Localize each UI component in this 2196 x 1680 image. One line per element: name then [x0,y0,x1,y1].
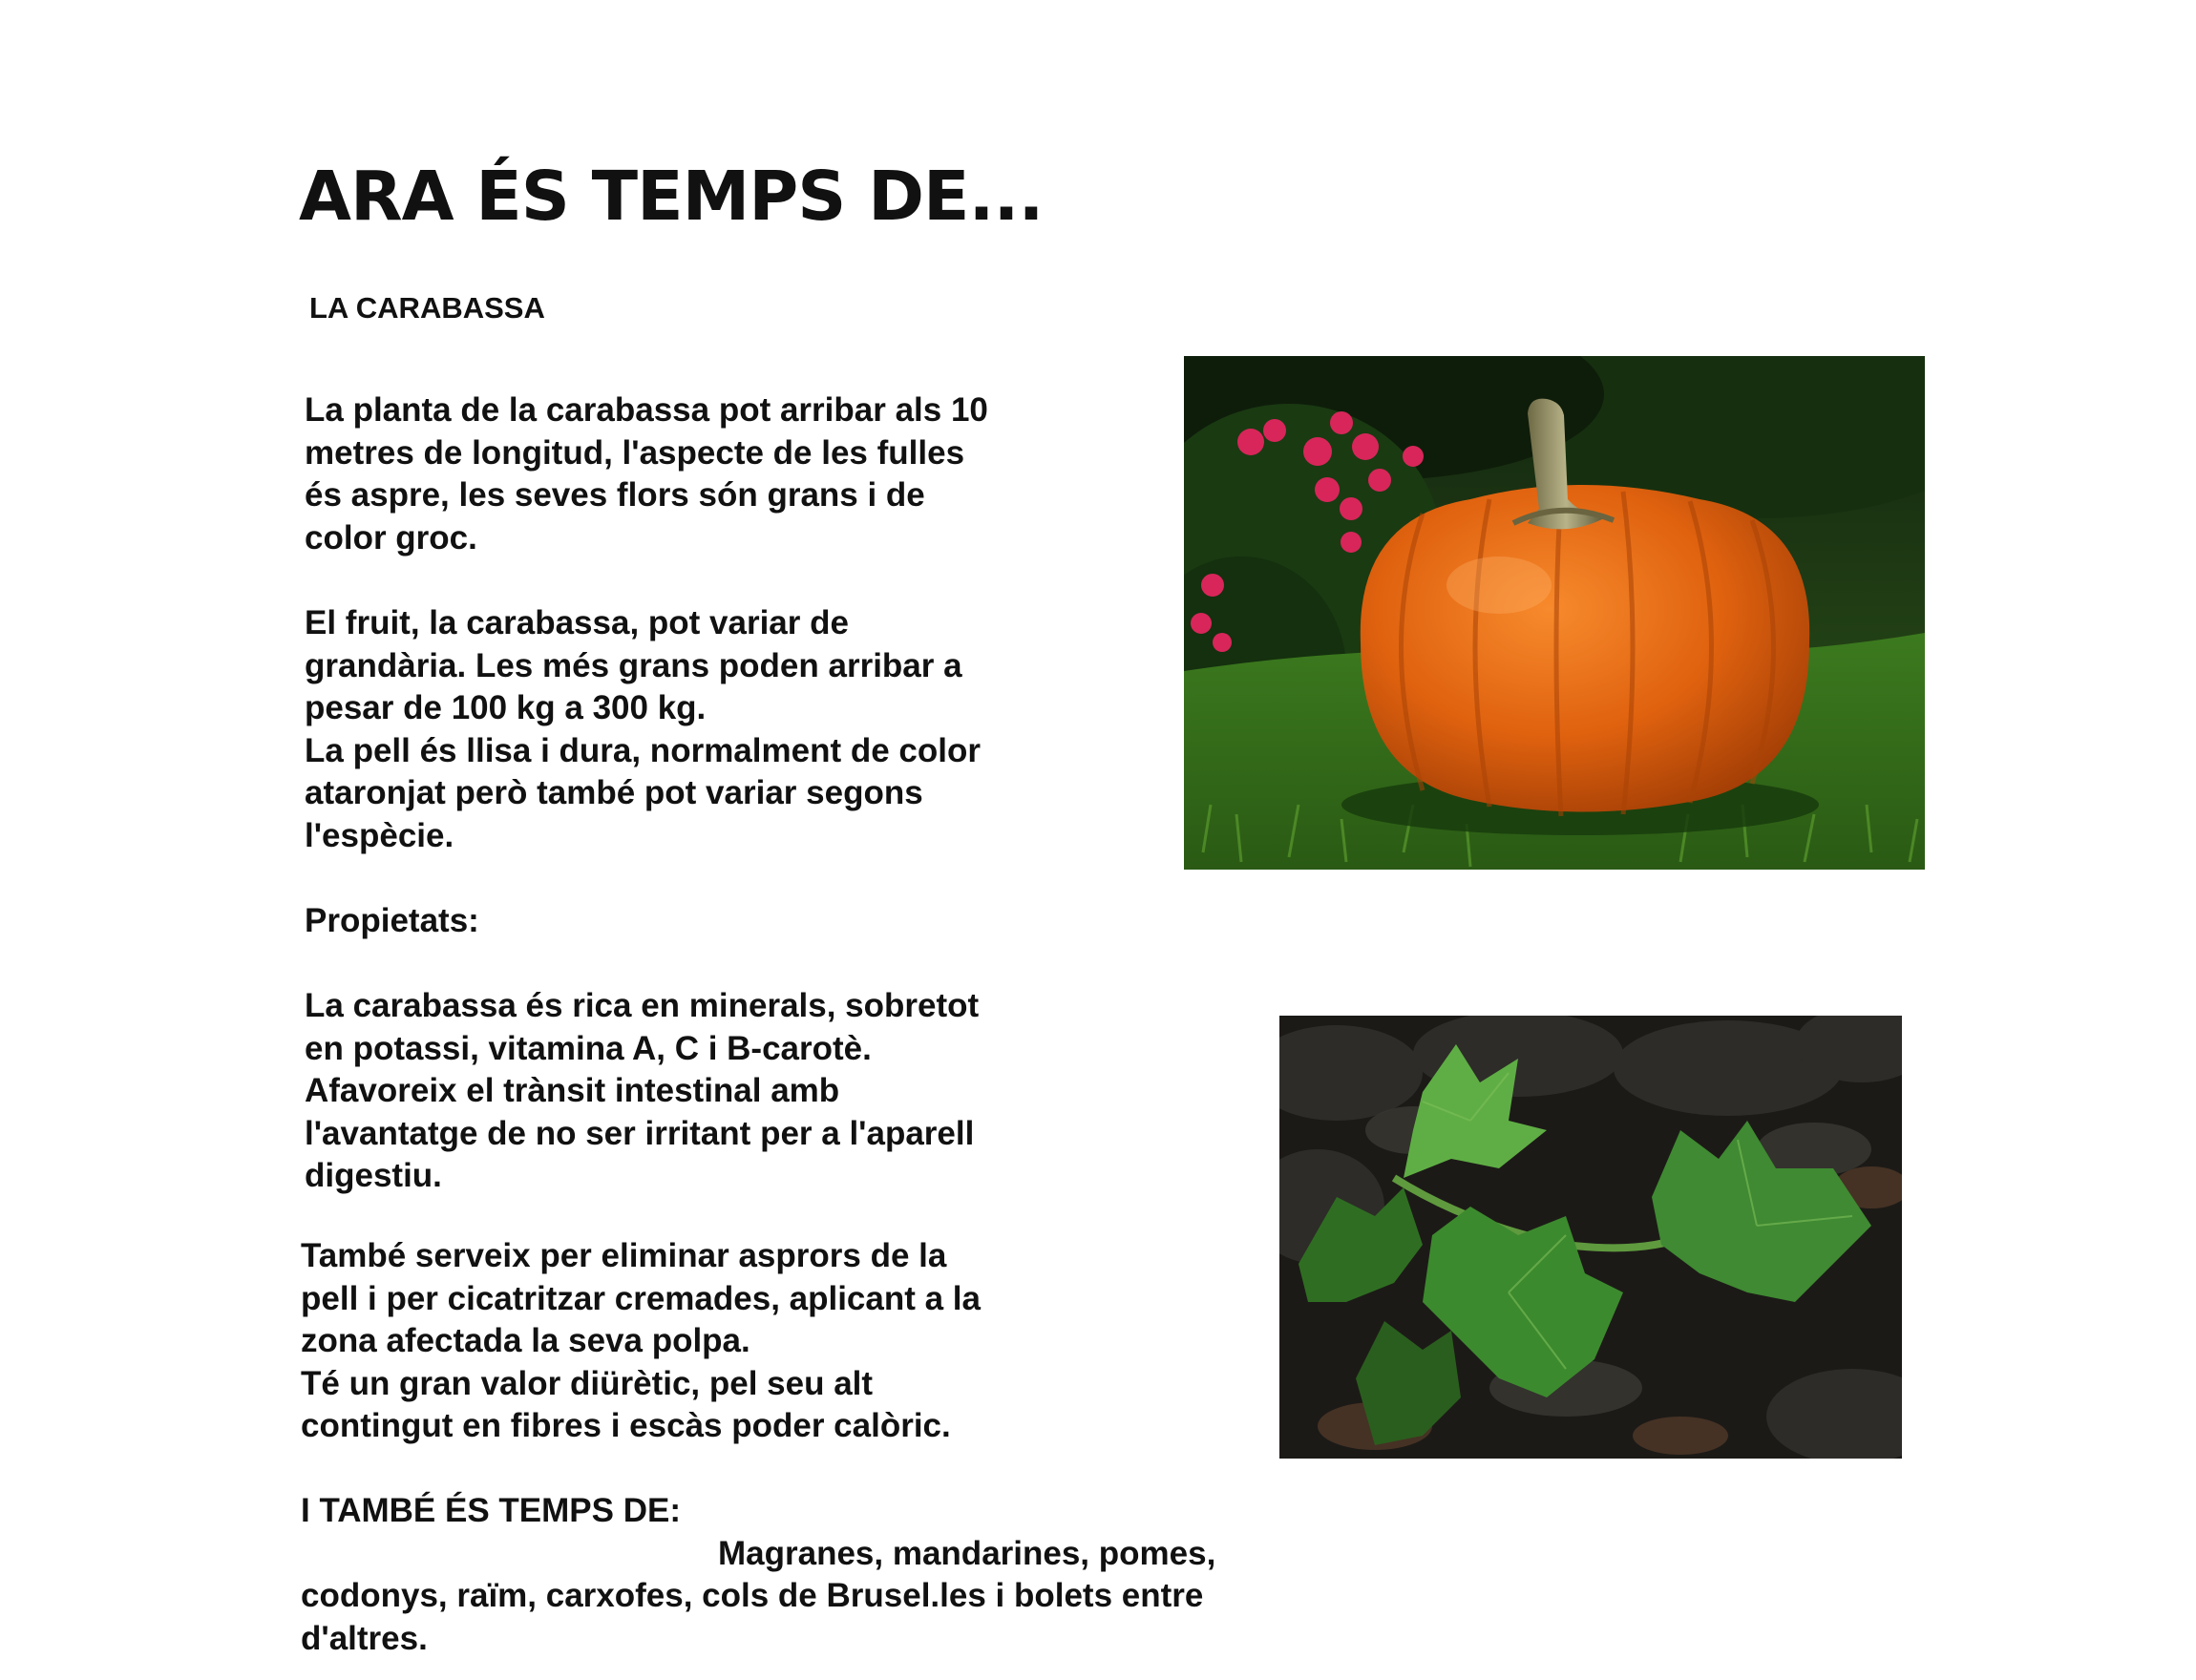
text-line: La pell és llisa i dura, normalment de color [305,731,981,769]
pumpkin-photo [1184,356,1925,870]
paragraph-fruit-description [305,602,981,857]
text-line: contingut en fibres i escàs poder calòric. [301,1407,951,1444]
text-line: Té un gran valor diürètic, pel seu alt [301,1364,874,1402]
pumpkin-leaves-photo [1279,1016,1902,1459]
text-line: ataronjat però també pot variar segons [305,774,923,811]
leaves-illustration [1279,1016,1902,1459]
text-line: l'avantatge de no ser irritant per a l'aparell [305,1114,975,1152]
text-line: zona afectada la seva polpa. [301,1322,750,1359]
text-line: digestiu. [305,1157,442,1194]
also-list [301,1575,1203,1660]
properties-heading: Propietats: [305,902,479,939]
text-line: metres de longitud, l'aspecte de les fulles [305,433,965,472]
text-line: és aspre, les seves flors són grans i de [305,476,925,514]
text-line: l'espècie. [305,816,454,854]
text-line: La planta de la carabassa pot arribar als 10 [305,391,988,429]
text-line: d'altres. [301,1619,428,1657]
page-title: ARA ÉS TEMPS DE... [299,157,1044,236]
text-line: Afavoreix el trànsit intestinal amb [305,1072,840,1109]
pumpkin-illustration [1184,356,1925,870]
text-line: color groc. [305,518,477,556]
text-line: codonys, raïm, carxofes, cols de Brusel.les i bolets entre [301,1577,1204,1614]
section-subtitle: LA CARABASSA [309,291,545,325]
text-line: pell i per cicatritzar cremades, aplicant a la [301,1279,981,1317]
text-line: pesar de 100 kg a 300 kg. [305,689,707,726]
text-line: La carabassa és rica en minerals, sobretot [305,987,980,1024]
also-heading: I TAMBÉ ÉS TEMPS DE: [301,1492,681,1529]
text-line: en potassi, vitamina A, C i B-carotè. [305,1029,872,1067]
text-line: grandària. Les més grans poden arribar a [305,646,962,684]
text-line: El fruit, la carabassa, pot variar de [305,604,849,641]
also-list-first-line: Magranes, mandarines, pomes, [718,1535,1216,1572]
paragraph-uses [301,1235,981,1448]
text-line: També serveix per eliminar asprors de la [301,1237,947,1274]
paragraph-properties [305,985,979,1198]
paragraph-plant-description [305,389,988,559]
